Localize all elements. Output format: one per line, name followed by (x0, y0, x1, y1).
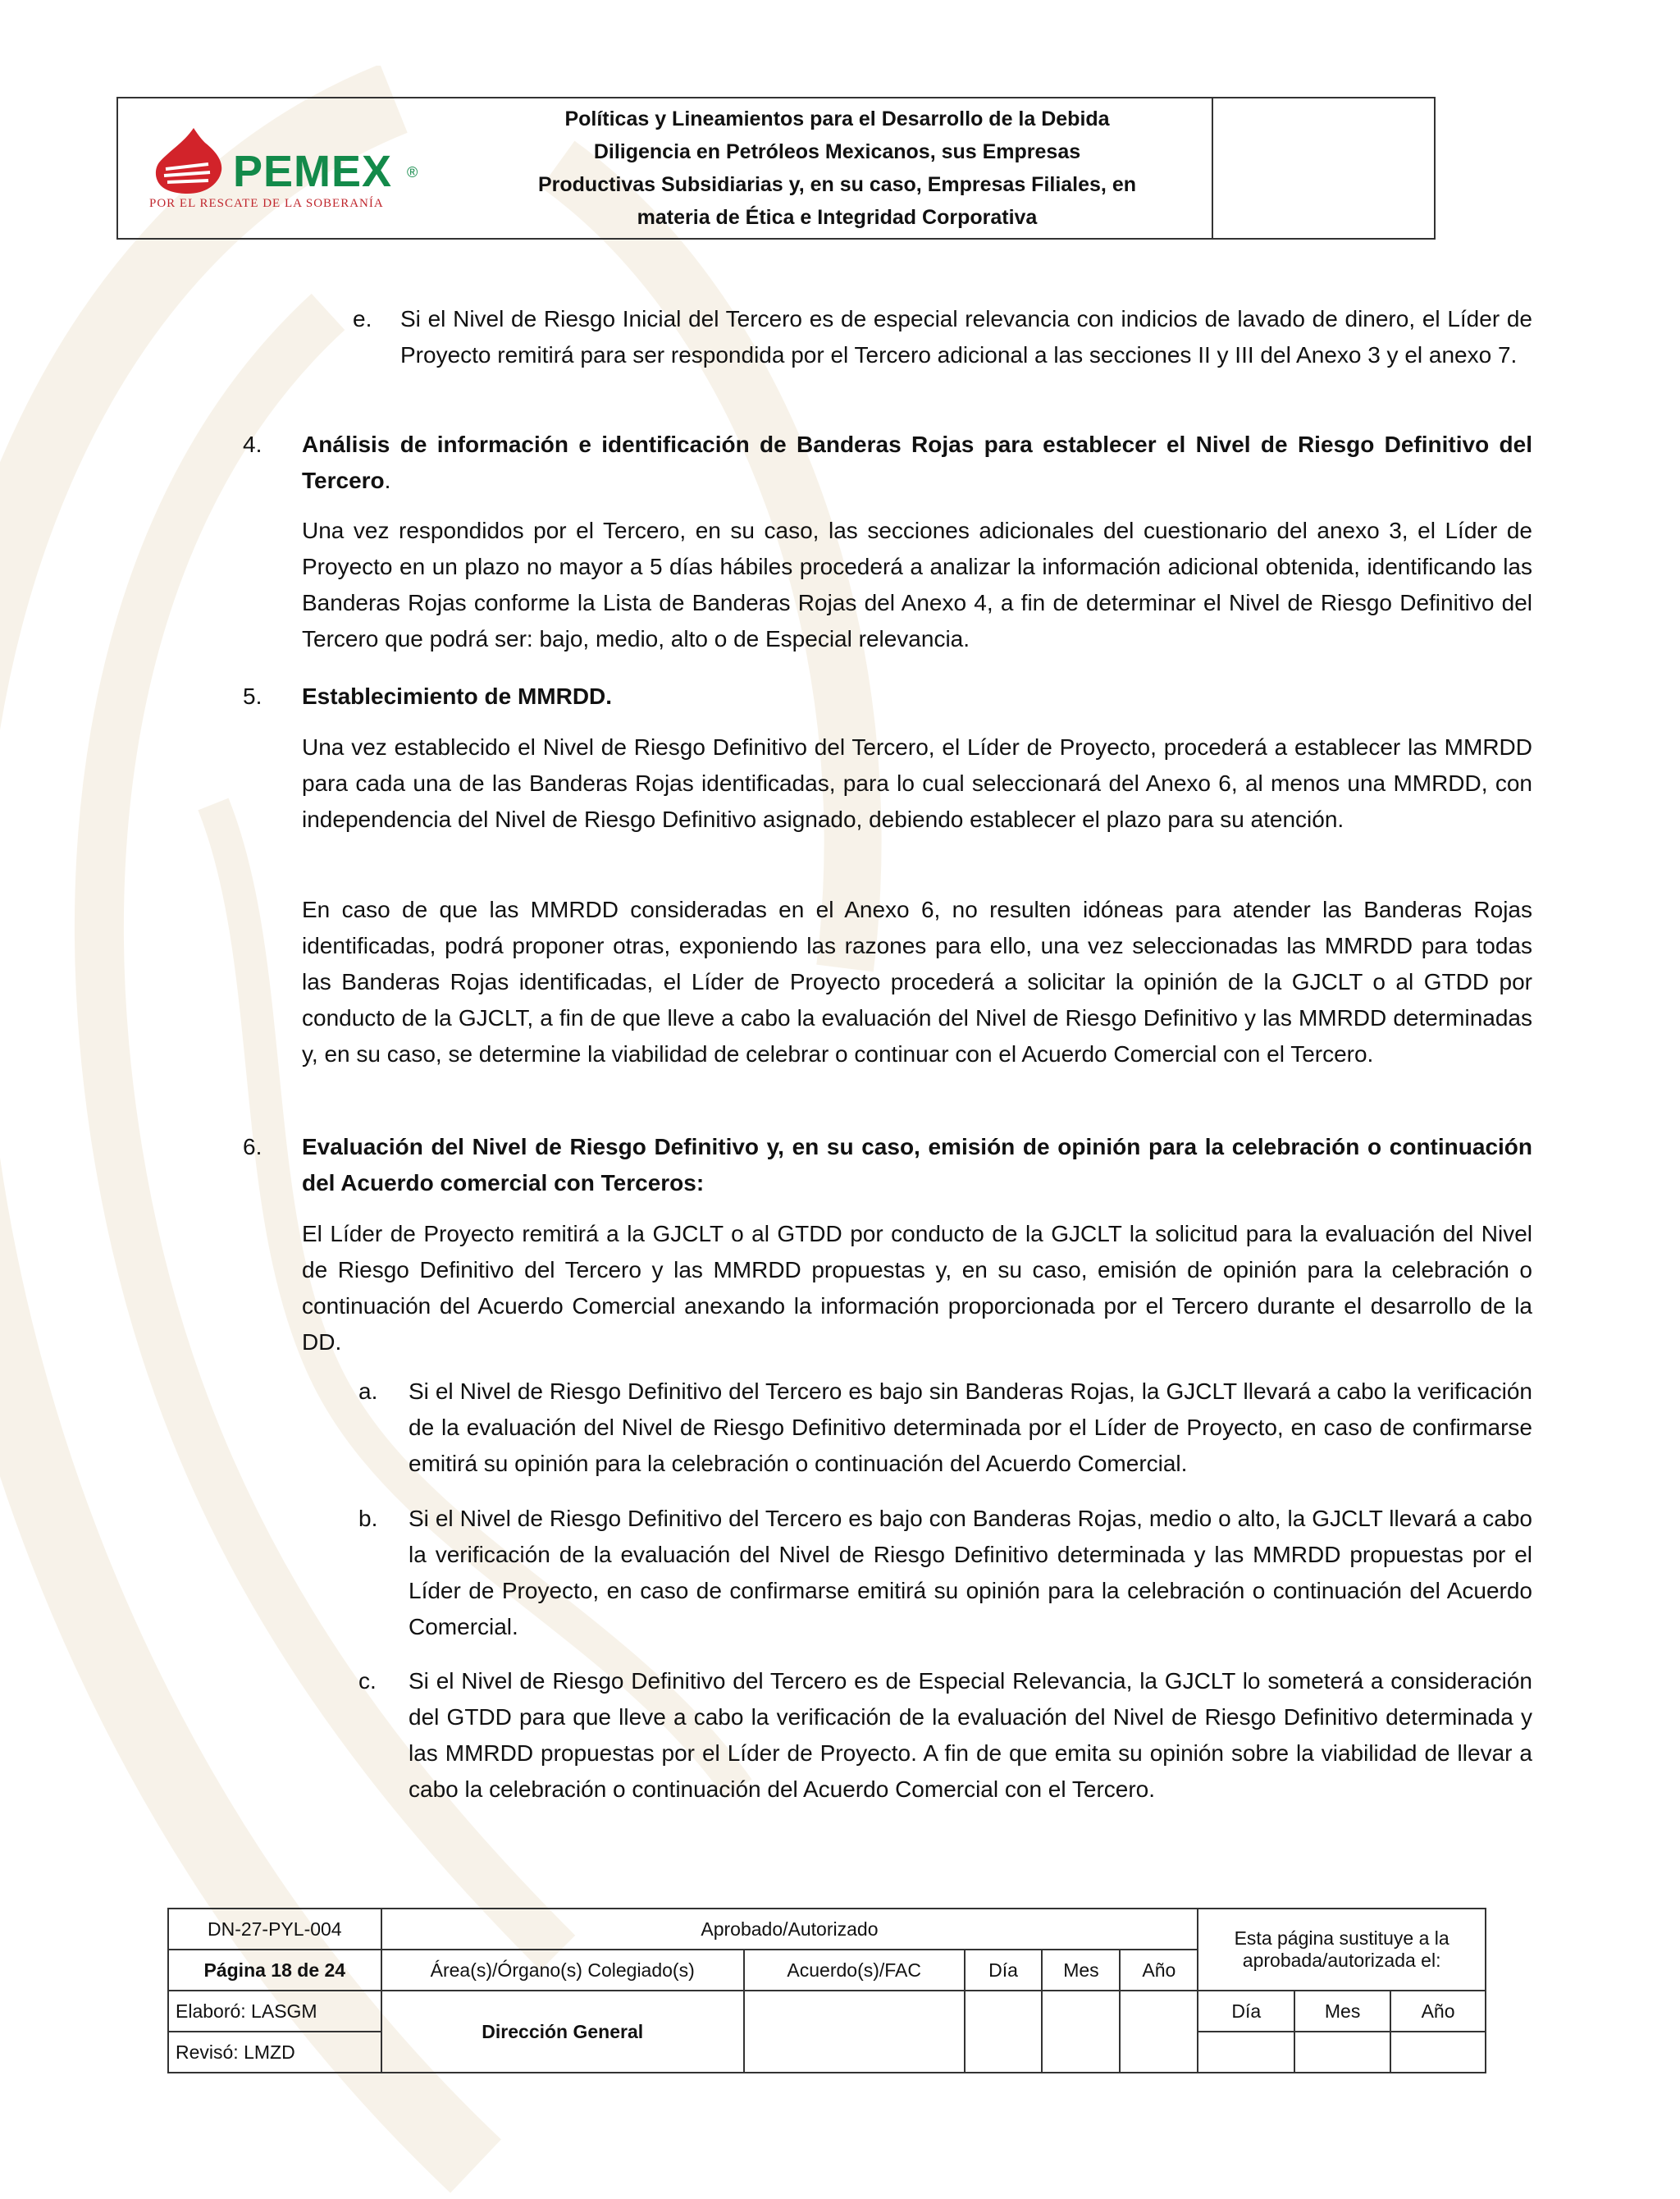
section-number: 6. (243, 1134, 262, 1159)
title-line: Diligencia en Petróleos Mexicanos, sus Empresas (593, 140, 1081, 163)
replace-year-header: Año (1390, 1991, 1486, 2032)
logo-tagline: POR EL RESCATE DE LA SOBERANÍA (149, 197, 384, 210)
prepared-by: Elaboró: LASGM (168, 1991, 381, 2032)
approved-label: Aprobado/Autorizado (381, 1909, 1198, 1950)
day-header: Día (965, 1950, 1043, 1991)
replace-day-header: Día (1198, 1991, 1294, 2032)
list-item-b: Si el Nivel de Riesgo Definitivo del Tercero es bajo con Banderas Rojas, medio o alto, la GJCLT llevará a cabo la verificación de la evaluación del Nivel de Riesgo Definitivo determinada y las MMRDD propuestas por el Líder de Proyecto, en caso de confirmarse emitirá su opinión para la celebración o continuación del Acuerdo Comercial. (409, 1506, 1532, 1639)
day-cell (965, 1991, 1043, 2073)
list-item-a: Si el Nivel de Riesgo Definitivo del Tercero es bajo sin Banderas Rojas, la GJCLT llevará a cabo la verificación de la evaluación del Nivel de Riesgo Definitivo determinada por el Líder de Proyecto, en caso de confirmarse emitirá su opinión para la celebración o continuación del Acuerdo Comercial. (409, 1378, 1532, 1476)
title-line: Productivas Subsidiarias y, en su caso, Empresas Filiales, en (537, 173, 1137, 196)
section-4-paragraph: Una vez respondidos por el Tercero, en su caso, las secciones adicionales del cuestionario del anexo 3, el Líder de Proyecto en un plazo no mayor a 5 días hábiles procederá a analizar la información adicional obtenida, identificando las Banderas Rojas conforme la Lista de Banderas Rojas del Anexo 4, a fin de determinar el Nivel de Riesgo Definitivo del Tercero que podrá ser: bajo, medio, alto o de Especial relevancia. (302, 518, 1532, 651)
list-item-c: Si el Nivel de Riesgo Definitivo del Tercero es de Especial Relevancia, la GJCLT lo someterá a consideración del GTDD para que lleve a cabo la verificación de la evaluación del Nivel de Riesgo Definitivo determinada y las MMRDD propuestas por el Líder de Proyecto. A fin de que emita su opinión sobre la viabilidad de llevar a cabo la celebración o continuación del Acuerdo Comercial con el Tercero. (409, 1668, 1532, 1802)
section-6-paragraph: El Líder de Proyecto remitirá a la GJCLT o al GTDD por conducto de la GJCLT la solicitud para la evaluación del Nivel de Riesgo Definitivo del Tercero y las MMRDD propuestas y, en su caso, emisión de opinión para la celebración o continuación del Acuerdo Comercial anexando la información proporcionada por el Tercero durante el desarrollo de la DD. (302, 1221, 1532, 1355)
section-5-paragraph-2: En caso de que las MMRDD consideradas en el Anexo 6, no resulten idóneas para atender las Banderas Rojas identificadas, podrá proponer otras, exponiendo las razones para ello, una vez seleccionadas las MMRDD para todas las Banderas Rojas identificadas, el Líder de Proyecto procederá a solicitar la opinión de la GJCLT o al GTDD por conducto de la GJCLT, a fin de que lleve a cabo la evaluación del Nivel de Riesgo Definitivo y las MMRDD determinadas y, en su caso, se determine la viabilidad de celebrar o continuar con el Acuerdo Comercial con el Tercero. (302, 897, 1532, 1067)
section-5-heading: Establecimiento de MMRDD. (302, 683, 613, 709)
section-6-heading: Evaluación del Nivel de Riesgo Definitivo y, en su caso, emisión de opinión para la celebración o continuación del Acuerdo comercial con Terceros: (302, 1134, 1532, 1196)
month-header: Mes (1042, 1950, 1120, 1991)
replaces-label: Esta página sustituye a la aprobada/autorizada el: (1198, 1909, 1486, 1991)
year-cell (1120, 1991, 1198, 2073)
document-control-table (167, 1908, 1486, 2073)
title-line: Políticas y Lineamientos para el Desarrollo de la Debida (564, 107, 1110, 130)
approving-body: Dirección General (381, 1991, 744, 2073)
replace-year-cell (1390, 2032, 1486, 2073)
header-blank-cell (1213, 98, 1434, 238)
areas-header: Área(s)/Órgano(s) Colegiado(s) (381, 1950, 744, 1991)
replace-day-cell (1198, 2032, 1294, 2073)
page-number: Página 18 de 24 (168, 1950, 381, 1991)
logo-wordmark: PEMEX (233, 147, 393, 196)
section-number: 4. (243, 432, 262, 457)
document-header (116, 97, 1436, 240)
list-marker: c. (358, 1668, 377, 1694)
section-number: 5. (243, 683, 262, 709)
agreement-cell (744, 1991, 965, 2073)
document-code: DN-27-PYL-004 (168, 1909, 381, 1950)
pemex-logo (118, 98, 463, 238)
reviewed-by: Revisó: LMZD (168, 2032, 381, 2073)
month-cell (1042, 1991, 1120, 2073)
list-marker: b. (358, 1506, 378, 1531)
registered-mark: ® (407, 164, 418, 181)
section-5-paragraph-1: Una vez establecido el Nivel de Riesgo Definitivo del Tercero, el Líder de Proyecto, procederá a establecer las MMRDD para cada una de las Banderas Rojas identificadas, para lo cual seleccionará del Anexo 6, al menos una MMRDD, con independencia del Nivel de Riesgo Definitivo asignado, debiendo establecer el plazo para su atención. (302, 734, 1532, 832)
document-title (463, 98, 1213, 238)
title-line: materia de Ética e Integridad Corporativa (637, 206, 1038, 229)
pemex-eagle-icon (151, 126, 233, 199)
year-header: Año (1120, 1950, 1198, 1991)
replace-month-header: Mes (1294, 1991, 1390, 2032)
replace-month-cell (1294, 2032, 1390, 2073)
list-marker: a. (358, 1378, 378, 1404)
section-4-heading: Análisis de información e identificación de Banderas Rojas para establecer el Nivel de Riesgo Definitivo del Tercero. (302, 432, 1532, 493)
agreement-header: Acuerdo(s)/FAC (744, 1950, 965, 1991)
list-marker: e. (353, 306, 372, 331)
list-item-e: Si el Nivel de Riesgo Inicial del Tercero es de especial relevancia con indicios de lavado de dinero, el Líder de Proyecto remitirá para ser respondida por el Tercero adicional a las secciones II y III del Anexo 3 y el anexo 7. (400, 306, 1532, 368)
